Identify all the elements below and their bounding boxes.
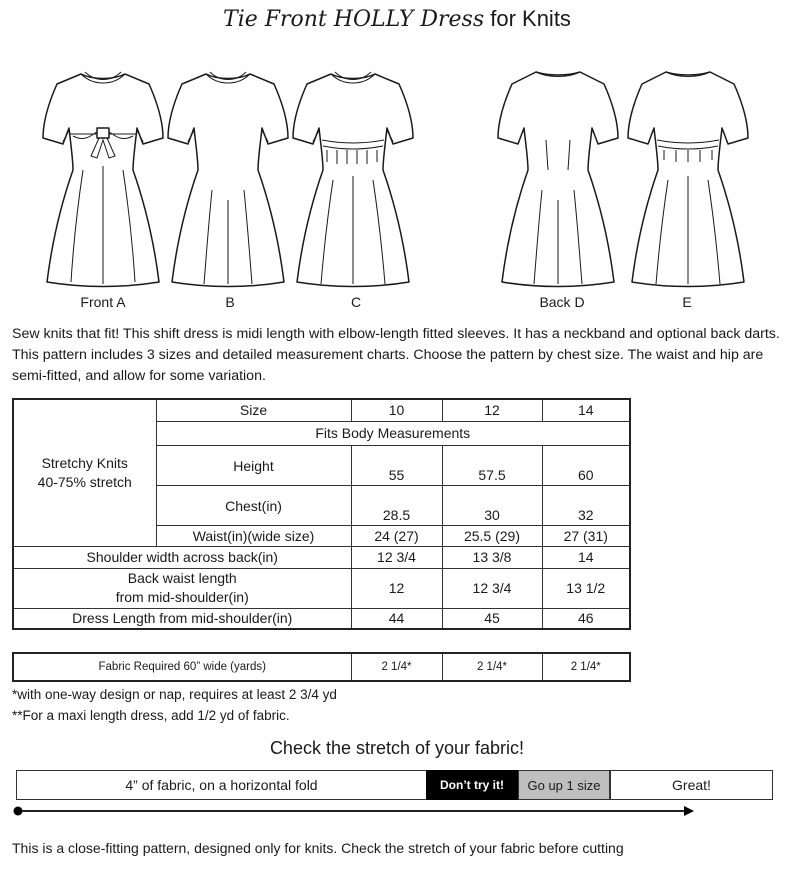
fold-segment: 4” of fabric, on a horizontal fold (16, 770, 426, 800)
page-title (0, 6, 794, 32)
title-suffix: for Knits (490, 6, 571, 31)
description-paragraph: Sew knits that fit! This shift dress is midi length with elbow-length fitted sleeves. It has a neckband and optional back darts. This pattern includes 3 sizes and detailed measurement charts. Choose the pattern by chest size. The waist and hip are semi-fitted, and allow for some variation. (12, 326, 780, 384)
dress-e-illustration (628, 72, 748, 287)
go-up-segment: Go up 1 size (518, 770, 610, 800)
dress-c-label: C (350, 294, 362, 310)
back-waist-label-line2: from mid-shoulder(in) (115, 589, 249, 605)
dress-length-label: Dress Length from mid-shoulder(in) (13, 608, 351, 629)
arrow-head (684, 806, 694, 816)
waist-value: 27 (31) (542, 525, 630, 546)
height-value: 55 (351, 445, 442, 485)
dress-length-value: 44 (351, 608, 442, 629)
back-waist-value: 12 (351, 568, 442, 608)
great-segment: Great! (610, 770, 773, 800)
footnote-maxi: **For a maxi length dress, add 1/2 yd of fabric. (12, 708, 290, 723)
waist-value: 25.5 (29) (442, 525, 542, 546)
back-waist-row (13, 568, 630, 608)
fabric-required-value: 2 1/4* (351, 653, 442, 681)
dress-c-illustration (293, 72, 413, 287)
dress-d-illustration (498, 72, 618, 287)
chest-label: Chest(in) (156, 485, 351, 525)
chest-value: 30 (442, 485, 542, 525)
stretch-arrow (0, 800, 794, 822)
dress-b-label: B (225, 294, 235, 310)
dress-e-label: E (682, 294, 692, 310)
back-waist-value: 13 1/2 (542, 568, 630, 608)
fabric-stretch: 40-75% stretch (37, 473, 132, 490)
dress-length-value: 45 (442, 608, 542, 629)
height-value: 60 (542, 445, 630, 485)
back-waist-label-line1: Back waist length (127, 570, 237, 586)
dress-length-row (13, 608, 630, 629)
fabric-required-value: 2 1/4* (442, 653, 542, 681)
size-12: 12 (442, 399, 542, 421)
waist-label: Waist(in)(wide size) (156, 525, 351, 546)
fabric-type: Stretchy Knits (41, 454, 128, 471)
size-14: 14 (542, 399, 630, 421)
title-script: Tie Front HOLLY Dress (223, 7, 485, 32)
dress-a-label: Front A (80, 294, 126, 310)
fabric-required-value: 2 1/4* (542, 653, 630, 681)
dress-illustrations (0, 40, 794, 290)
fabric-required-row (13, 653, 630, 681)
footer-note: This is a close-fitting pattern, designed only for knits. Check the stretch of your fabric before cutting (12, 840, 624, 856)
dress-d-label: Back D (539, 294, 585, 310)
shoulder-value: 14 (542, 546, 630, 568)
chest-value: 32 (542, 485, 630, 525)
dress-b-illustration (168, 72, 288, 287)
back-waist-value: 12 3/4 (442, 568, 542, 608)
size-label: Size (156, 399, 351, 421)
size-10: 10 (351, 399, 442, 421)
size-chart-table (12, 398, 631, 630)
back-waist-label (13, 568, 351, 608)
height-label: Height (156, 445, 351, 485)
shoulder-label: Shoulder width across back(in) (13, 546, 351, 568)
dress-a-illustration (43, 72, 163, 287)
dress-length-value: 46 (542, 608, 630, 629)
fits-header: Fits Body Measurements (156, 421, 630, 445)
shoulder-value: 13 3/8 (442, 546, 542, 568)
chest-value: 28.5 (351, 485, 442, 525)
fabric-type-cell (13, 399, 156, 546)
footnotes (12, 684, 337, 726)
fabric-required-label: Fabric Required 60” wide (yards) (13, 653, 351, 681)
shoulder-value: 12 3/4 (351, 546, 442, 568)
fabric-required-table (12, 652, 631, 682)
dont-try-segment: Don’t try it! (426, 770, 518, 800)
shoulder-row (13, 546, 630, 568)
stretch-guide-title: Check the stretch of your fabric! (269, 738, 525, 758)
footnote-one-way: *with one-way design or nap, requires at least 2 3/4 yd (12, 687, 337, 702)
height-value: 57.5 (442, 445, 542, 485)
waist-value: 24 (27) (351, 525, 442, 546)
size-row (13, 399, 630, 421)
